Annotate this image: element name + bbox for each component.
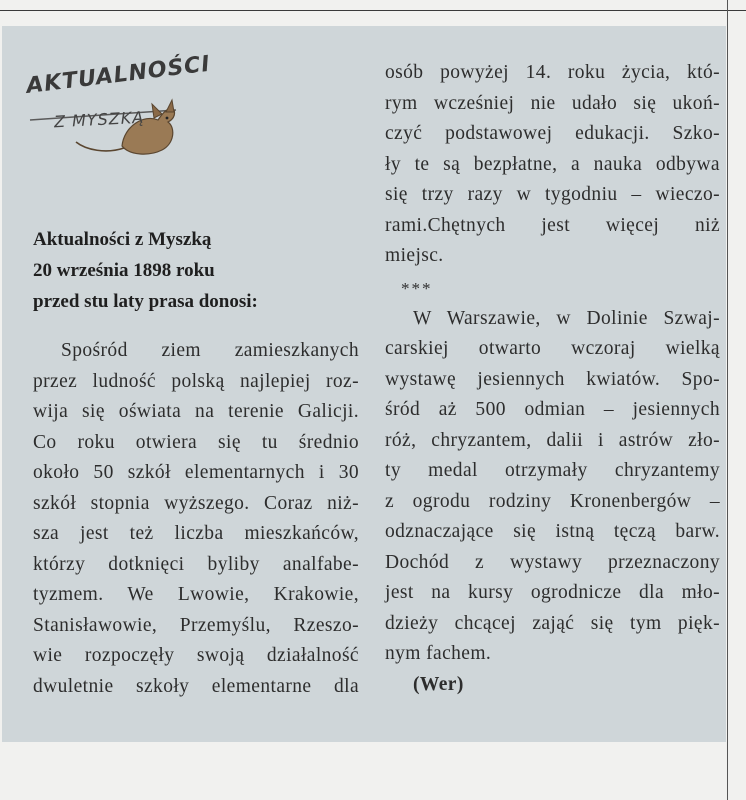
text-line: osób powyżej 14. roku życia, któ- (385, 62, 720, 83)
text-line: dzieży chcącej zająć się tym pięk- (385, 612, 720, 634)
top-rule (0, 10, 746, 11)
text-line: szkół stopnia wyższego. Coraz niż- (33, 492, 359, 514)
text-line: Stanisławowie, Przemyślu, Rzeszo- (33, 614, 359, 636)
text-line: ty medal otrzymały chryzantemy (385, 460, 720, 481)
text-line: miejsc. (385, 245, 444, 266)
text-line: W Warszawie, w Dolinie Szwaj- (413, 307, 720, 329)
text-line: ły te są bezpłatne, a nauka odbywa (385, 153, 720, 175)
right-column (385, 58, 720, 700)
text-line: jest na kursy ogrodnicze dla mło- (385, 582, 720, 603)
text-line: rami.Chętnych jest więcej niż (385, 214, 720, 236)
text-line: wija się oświata na terenie Galicji. (33, 401, 359, 422)
text-line: rym wcześniej nie udało się ukoń- (385, 92, 720, 114)
text-line: wie rozpoczęły swoją działalność (33, 645, 359, 666)
text-line: carskiej otwarto wczoraj wielką (385, 338, 720, 359)
text-line: około 50 szkół elementarnych i 30 (33, 462, 359, 483)
left-column (33, 336, 359, 702)
text-line: róż, chryzantem, dalii i astrów zło- (385, 429, 720, 451)
headline-line: przed stu laty prasa donosi: (33, 291, 258, 312)
text-line: odznaczające się istną tęczą barw. (385, 521, 720, 542)
text-line: się trzy razy w tygodniu – wieczo- (385, 184, 720, 205)
text-line: śród aż 500 odmian – jesiennych (385, 399, 720, 420)
text-line: nym fachem. (385, 643, 492, 664)
article-headline (33, 224, 353, 317)
text-line: Co roku otwiera się tu średnio (33, 431, 359, 453)
headline-line: Aktualności z Myszką (33, 229, 212, 250)
column-logo (24, 51, 212, 176)
headline-line: 20 września 1898 roku (33, 260, 215, 281)
text-line: z ogrodu rodziny Kronenbergów – (385, 490, 720, 512)
text-line: Dochód z wystawy przeznaczony (385, 551, 720, 573)
author-signature: (Wer) (413, 673, 464, 695)
right-margin-rule (727, 0, 728, 800)
text-line: którzy dotknięci byliby analfabe- (33, 553, 359, 575)
logo-subtitle: Z MYSZKĄ (53, 107, 145, 132)
text-line: sza jest też liczba mieszkańców, (33, 523, 359, 544)
text-line: tyzmem. We Lwowie, Krakowie, (33, 584, 359, 605)
logo-title: AKTUALNOŚCI (24, 51, 212, 99)
text-line: wystawę jesiennych kwiatów. Spo- (385, 368, 720, 390)
text-line: Spośród ziem zamieszkanych (61, 340, 359, 361)
section-separator: *** (401, 278, 433, 298)
text-line: czyć podstawowej edukacji. Szko- (385, 123, 720, 144)
text-line: dwuletnie szkoły elementarne dla (33, 675, 359, 697)
text-line: przez ludność polską najlepiej roz- (33, 370, 359, 392)
